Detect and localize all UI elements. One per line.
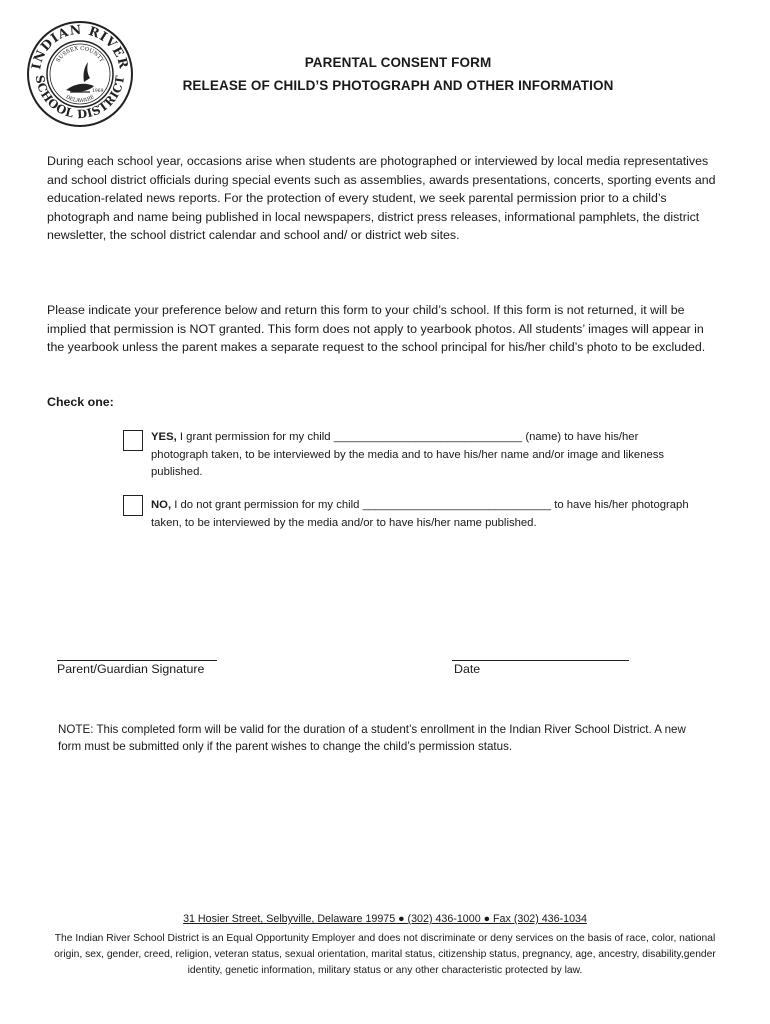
- instructions-paragraph: Please indicate your preference below and return this form to your child’s school. If this form is not returned, it will be implied that permission is NOT granted. This form does not apply to yearbook photos. All students’ images will appear in the yearbook unless the parent makes a separate request to the school principal for his/her child’s photo to be excluded.: [47, 303, 706, 355]
- date-label: Date: [454, 662, 481, 676]
- lamp-of-learning-icon: [66, 62, 94, 92]
- seal-inner-text-top: SUSSEX COUNTY: [55, 45, 105, 64]
- svg-text:DELAWARE: [65, 94, 96, 104]
- validity-note: NOTE: This completed form will be valid for the duration of a student’s enrollment in the Indian River School District. A new form must be submitted only if the parent wishes to change the child’s permission status.: [58, 723, 686, 753]
- seal-inner-text-bottom: DELAWARE: [64, 94, 96, 105]
- svg-text:SUSSEX COUNTY: [56, 46, 105, 64]
- seal-graphic: [26, 20, 134, 128]
- yes-option-text: [151, 429, 696, 482]
- yes-checkbox[interactable]: [123, 430, 143, 451]
- seal-ring-text-top: INDIAN RIVER: [28, 21, 132, 71]
- no-label: NO,: [151, 499, 172, 511]
- no-option-text: [151, 497, 696, 532]
- intro-paragraph: During each school year, occasions arise when students are photographed or interviewed by local media representatives and school district officials during special events such as assemblies, awards presentations, concerts, sporting events and education-related news reports. For the protection of every student, we seek parental permission prior to a child’s photograph and name being published in local newspapers, district press releases, informational pamphlets, the district newsletter, the school district calendar and school and/ or district web sites.: [47, 154, 716, 243]
- yes-statement: I grant permission for my child ______________________________ (name) to have his/her photograph taken, to be interviewed by the media and to have his/her name and/or image and likeness published.: [151, 431, 665, 478]
- form-subtitle: RELEASE OF CHILD’S PHOTOGRAPH AND OTHER INFORMATION: [182, 78, 614, 93]
- footer-address: 31 Hosier Street, Selbyville, Delaware 19975 ● (302) 436-1000 ● Fax (302) 436-1034: [183, 913, 587, 925]
- no-checkbox[interactable]: [123, 495, 143, 516]
- form-title: PARENTAL CONSENT FORM: [304, 55, 492, 70]
- date-line[interactable]: [452, 660, 629, 661]
- check-one-label: Check one:: [47, 395, 114, 409]
- no-statement: I do not grant permission for my child ______________________________ to have his/her photograph taken, to be interviewed by the media and/or to have his/her name published.: [151, 499, 689, 529]
- signature-label: Parent/Guardian Signature: [57, 662, 205, 676]
- district-seal-logo: [26, 20, 134, 128]
- signature-line[interactable]: [57, 660, 217, 661]
- yes-label: YES,: [151, 431, 177, 443]
- footer-eeo-statement: The Indian River School District is an Equal Opportunity Employer and does not discriminate or deny services on the basis of race, color, national origin, sex, gender, creed, religion, veteran status, sexual orientation, marital status, citizenship status, pregnancy, age, ancestry, disability,gender identity, genetic information, military status or any other characteristic protected by law.: [54, 933, 716, 977]
- seal-ring-text-bottom: SCHOOL DISTRICT: [32, 74, 128, 122]
- seal-year: 1969: [92, 89, 104, 94]
